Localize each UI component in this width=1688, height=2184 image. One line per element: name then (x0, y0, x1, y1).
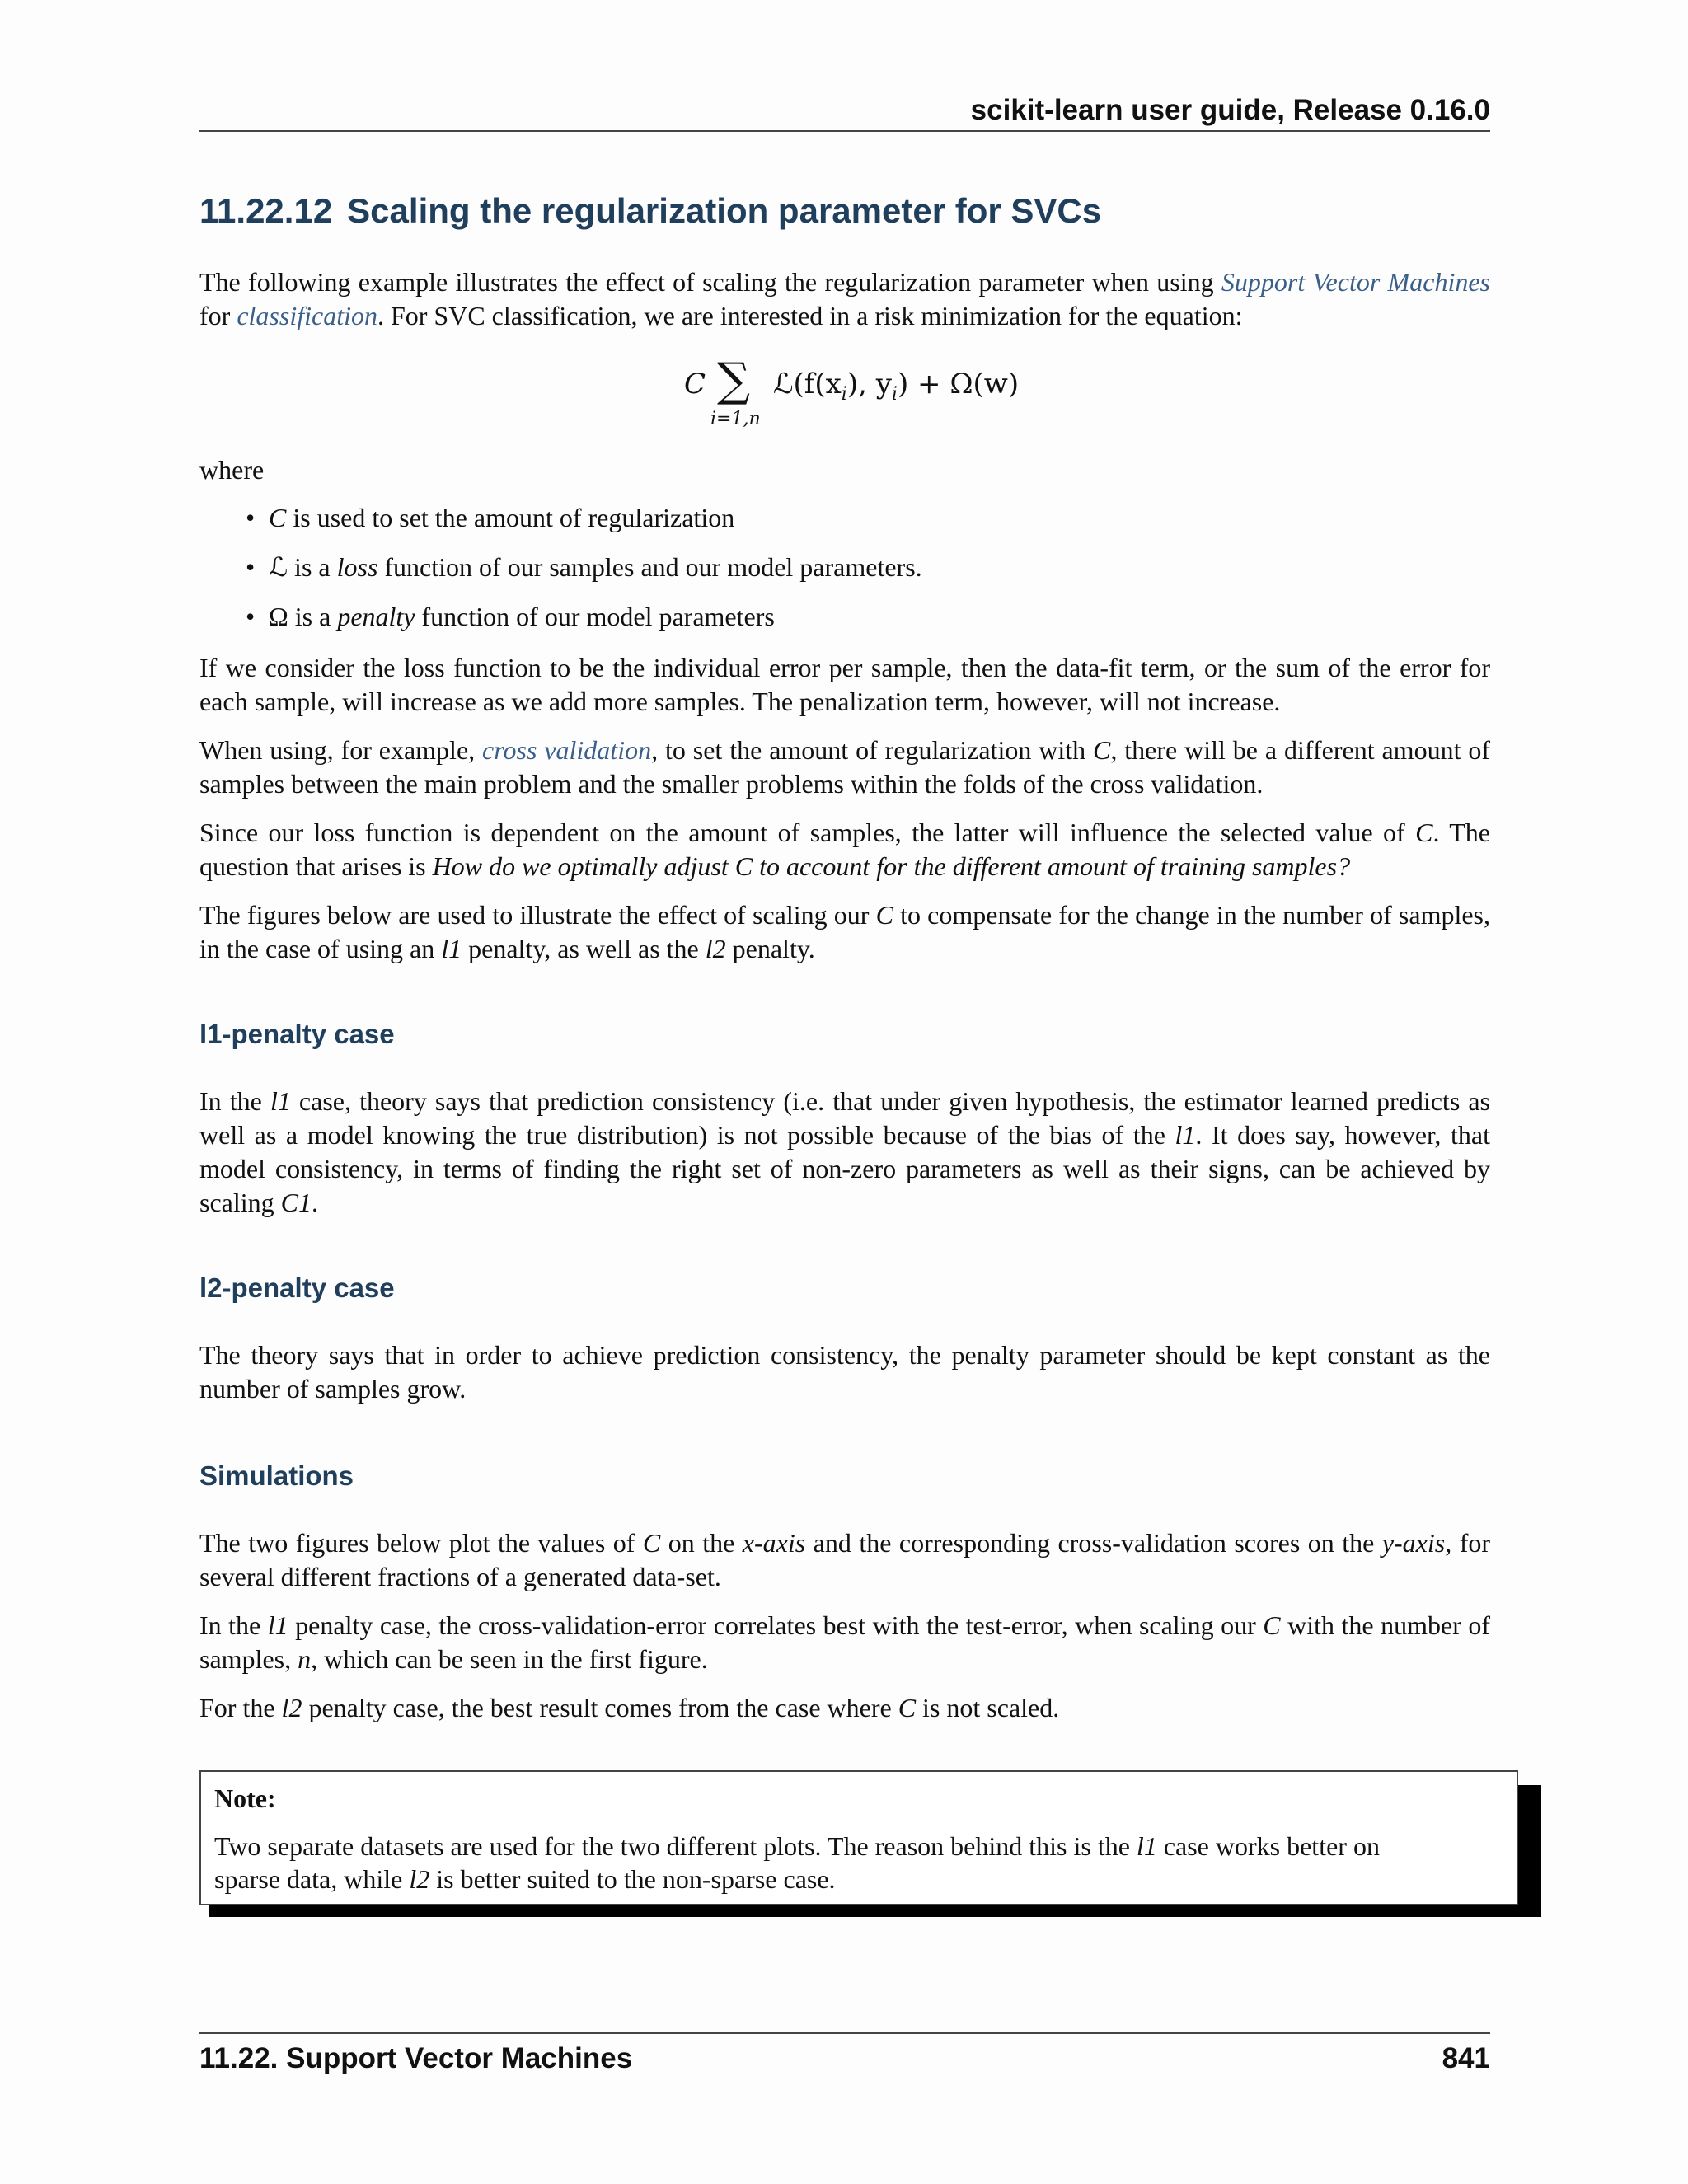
note-title: Note: (214, 1783, 276, 1813)
link-classification[interactable]: classification (237, 301, 377, 330)
risk-minimization-equation (199, 354, 1490, 437)
bullet-text-end: function of our model parameters (415, 602, 775, 631)
page-number: 841 (1442, 2042, 1490, 2074)
equation-term-c: ) + Ω(w) (897, 368, 1020, 401)
symbol-c: C (875, 900, 893, 930)
paragraph-loss-function: If we consider the loss function to be the individual error per sample, then the data-fit term, or the sum of the error for each sample, will increase as we add more samples. The penalization term, however, will not increase. (199, 653, 1490, 716)
note-admonition (199, 1770, 1518, 1905)
equation-sub-i-2: i (891, 383, 898, 405)
where-label: where (199, 455, 265, 485)
equation-sub-i-1: i (841, 383, 847, 405)
text: penalty, as well as the (462, 934, 706, 963)
symbol-c: C (1263, 1610, 1281, 1640)
text: , to set the amount of regularization with (651, 735, 1094, 765)
text: on the (660, 1528, 743, 1558)
heading-l1-penalty: l1-penalty case (199, 1019, 395, 1049)
text: is better suited to the non-sparse case. (429, 1864, 836, 1894)
equation-term-b: ), y (846, 368, 892, 401)
list-item (246, 600, 922, 649)
paragraph-question (199, 816, 1490, 883)
term-l2: l2 (705, 934, 726, 963)
bullet-text: is used to set the amount of regularization (286, 503, 735, 532)
heading-l2-penalty: l2-penalty case (199, 1272, 395, 1303)
paragraph-simulations-1 (199, 1526, 1490, 1594)
term-n: n (298, 1644, 312, 1674)
section-number: 11.22.12 (199, 191, 333, 230)
bullet-symbol: Ω (269, 602, 288, 631)
intro-text-2: for (199, 301, 237, 330)
text: Since our loss function is dependent on the amount of samples, the latter will influence the selected value of (199, 818, 1416, 847)
paragraph-simulations-3 (199, 1691, 1490, 1725)
equation-term-a: ℒ(f(x (773, 368, 842, 401)
intro-paragraph (199, 265, 1490, 333)
definition-list (246, 501, 922, 649)
text: to compensate for the change in the number of samples, in the case of using an (199, 900, 1491, 963)
text: , there will be a different amount of samples between the main problem and the smaller problems within the folds of the cross validation. (199, 735, 1491, 799)
text: penalty case, the cross-validation-error correlates best with the test-error, when scaling our (288, 1610, 1264, 1640)
equation-c: C (684, 368, 706, 401)
bullet-icon: • (246, 503, 256, 532)
bullet-emphasis: loss (336, 552, 378, 582)
bullet-emphasis: penalty (337, 602, 415, 631)
intro-text-3: . For SVC classification, we are interested in a risk minimization for the equation: (377, 301, 1243, 330)
text: In the (199, 1610, 268, 1640)
footer-chapter-title: 11.22. Support Vector Machines (199, 2042, 633, 2074)
text: penalty. (725, 934, 815, 963)
text: The two figures below plot the values of (199, 1528, 643, 1558)
bullet-text: is a (288, 552, 337, 582)
link-support-vector-machines[interactable]: Support Vector Machines (1221, 267, 1491, 297)
term-l1: l1 (441, 934, 462, 963)
bullet-text: is a (288, 602, 338, 631)
section-title-text: Scaling the regularization parameter for SVCs (347, 191, 1102, 230)
text: with the number of samples, (199, 1610, 1491, 1674)
footer-rule (199, 2032, 1490, 2034)
term-l1: l1 (1136, 1831, 1157, 1861)
document-page (199, 0, 1490, 2184)
sum-subscript: i=1,n (710, 409, 761, 429)
text: is not scaled. (916, 1693, 1060, 1722)
text: In the (199, 1086, 270, 1116)
paragraph-simulations-2 (199, 1609, 1490, 1676)
sum-symbol: ∑ (717, 354, 750, 407)
symbol-c: C (642, 1528, 661, 1558)
question-emphasis: How do we optimally adjust C to account for the different amount of training samples? (432, 851, 1351, 881)
term-l1: l1 (1175, 1120, 1196, 1150)
term-l1: l1 (267, 1610, 288, 1640)
list-item (246, 501, 922, 551)
text: case, theory says that prediction consistency (i.e. that under given hypothesis, the estimator learned predicts as well as a model knowing the true distribution) is not possible because of the bias of the (199, 1086, 1491, 1150)
header-rule (199, 130, 1490, 132)
list-item (246, 551, 922, 600)
bullet-icon: • (246, 602, 256, 631)
text: Two separate datasets are used for the two different plots. The reason behind this is the (214, 1831, 1137, 1861)
text: penalty case, the best result comes from the case where (302, 1693, 898, 1722)
link-cross-validation[interactable]: cross validation (482, 735, 652, 765)
term-l2: l2 (281, 1693, 302, 1722)
term-x-axis: x-axis (742, 1528, 806, 1558)
text: The figures below are used to illustrate the effect of scaling our (199, 900, 876, 930)
paragraph-cross-validation (199, 733, 1490, 801)
section-title (199, 191, 1101, 231)
text: When using, for example, (199, 735, 483, 765)
intro-text-1: The following example illustrates the effect of scaling the regularization parameter when using (199, 267, 1221, 297)
text: case works better on sparse data, while (214, 1831, 1380, 1894)
text: For the (199, 1693, 282, 1722)
term-c1: C1 (280, 1188, 312, 1217)
text: . It does say, however, that model consistency, in terms of finding the right set of non-zero parameters as well as their signs, can be achieved by scaling (199, 1120, 1491, 1217)
symbol-c: C (1415, 818, 1433, 847)
paragraph-figures-intro (199, 898, 1490, 966)
paragraph-l2-case: The theory says that in order to achieve prediction consistency, the penalty parameter should be kept constant as the number of samples grow. (199, 1340, 1490, 1404)
running-header: scikit-learn user guide, Release 0.16.0 (970, 94, 1490, 126)
bullet-symbol: C (269, 503, 287, 532)
text: and the corresponding cross-validation scores on the (805, 1528, 1382, 1558)
symbol-c: C (898, 1693, 917, 1722)
bullet-text-end: function of our samples and our model parameters. (377, 552, 922, 582)
text: , which can be seen in the first figure. (311, 1644, 708, 1674)
bullet-symbol: ℒ (269, 552, 288, 582)
text: . (311, 1188, 318, 1217)
term-y-axis: y-axis (1381, 1528, 1446, 1558)
text: , for several different fractions of a generated data-set. (199, 1528, 1491, 1591)
equation-terms (773, 368, 1019, 405)
bullet-icon: • (246, 552, 256, 582)
term-l2: l2 (409, 1864, 430, 1894)
paragraph-l1-case (199, 1085, 1490, 1220)
symbol-c: C (1093, 735, 1111, 765)
heading-simulations: Simulations (199, 1460, 354, 1491)
text: . The question that arises is (199, 818, 1491, 881)
note-text (214, 1830, 1451, 1896)
term-l1: l1 (270, 1086, 291, 1116)
